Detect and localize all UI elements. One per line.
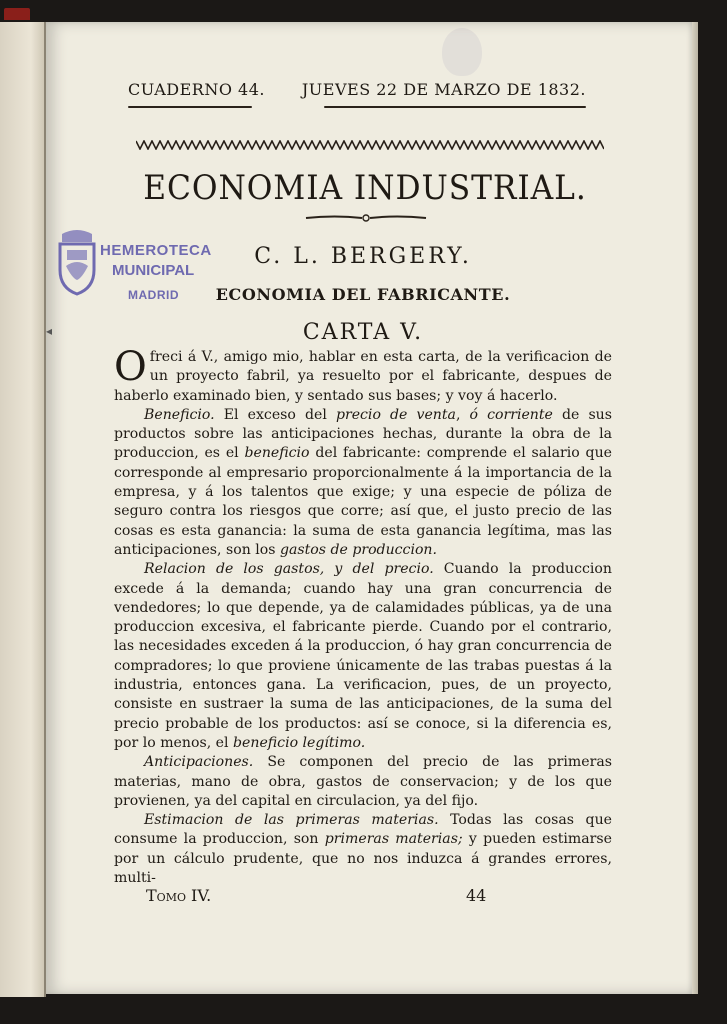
paragraph-lead: Relacion de los gastos, y del precio. (144, 561, 434, 578)
stamp-line-hemeroteca: HEMEROTECA (100, 242, 212, 259)
paragraph-relacion (114, 560, 612, 753)
page-edge (692, 22, 698, 994)
italic-run: gastos de produccion. (279, 541, 437, 558)
text-run: Todas las cosas que consume la produccion, son (114, 812, 612, 848)
crest-icon (54, 228, 100, 298)
text-run: y pueden estimarse por un cálculo prudente, que no nos induzca á grandes errores, multi- (114, 831, 612, 887)
page-header (124, 78, 590, 104)
page-number: 44 (466, 886, 487, 905)
issue-date: JUEVES 22 DE MARZO DE 1832. (301, 80, 586, 99)
italic-run: precio de venta (335, 406, 456, 423)
italic-run: beneficio (244, 445, 310, 462)
stamp-line-madrid: MADRID (128, 288, 179, 302)
paragraph-lead: Anticipaciones. (144, 754, 254, 771)
author-name: C. L. BERGERY. (254, 244, 472, 269)
text-run: del fabricante: comprende el salario que corresponde al empresario proporcionalmente á la importancia de la empresa, y á los talentos que exige; y una especie de póliza de seguro contra los riesgos que corre; así que, el justo precio de las cosas es esta ganancia: la suma de esta ganancia legítima, mas las anticipaciones, son los (114, 445, 612, 558)
text-run: de sus productos sobre las anticipaciones hechas, durante la obra de la produccion, es el (114, 406, 612, 462)
text-run: Se componen del precio de las primeras materias, mano de obra, gastos de conservacion; y de los que provienen, ya del capital en circulacion, ya del fijo. (114, 754, 612, 809)
paragraph-estimacion (114, 811, 612, 888)
text-run: , (455, 406, 470, 423)
header-rule-right (324, 106, 586, 108)
title-ornament (304, 213, 428, 223)
page-title: ECONOMIA INDUSTRIAL. (143, 168, 587, 208)
header-rule-left (128, 106, 252, 108)
italic-run: ó corriente (469, 406, 553, 423)
section-heading: ECONOMIA DEL FABRICANTE. (215, 285, 511, 304)
stamp-line-municipal: MUNICIPAL (112, 262, 195, 279)
page-footer (146, 886, 506, 908)
paragraph-beneficio (114, 406, 612, 560)
italic-run: beneficio legítimo. (233, 734, 366, 751)
paragraph-lead: Beneficio. (144, 406, 215, 423)
paragraph-lead: Estimacion de las primeras materias. (144, 812, 439, 829)
ornamental-rule (136, 140, 604, 150)
text-run: El exceso del (214, 406, 336, 423)
text-run: Cuando la produccion excede á la demanda; cuando hay una gran concurrencia de vendedores; lo que depende, ya de calamidades públicas, ya de una produccion excesiva, el fabricante pierde. Cuando por el contrario, las necesidades exceden á la produccion, ó hay gran concurrencia de compradores; lo que proviene únicamente de las trabas puestas á la industria, entonces gana. La verificacion, pues, de un proyecto, consiste en sustraer la suma de las anticipaciones, de la suma del precio probable de los productos: así se conoce, si la diferencia es, por lo menos, el (114, 561, 612, 751)
bleed-through-seal (442, 28, 482, 76)
letter-heading: CARTA V. (302, 320, 424, 345)
paragraph-intro (114, 344, 612, 406)
paragraph-text: freci á V., amigo mio, hablar en esta carta, de la verificacion de un proyecto fabril, ya resuelto por el fabricante, despues de haberlo examinado bien, y sentado sus bases; y voy á hacerlo. (114, 349, 612, 404)
left-page-edge (0, 22, 46, 997)
drop-cap: O (114, 344, 147, 390)
italic-run: primeras materias; (324, 831, 463, 848)
issue-number: CUADERNO 44. (128, 80, 265, 99)
article-body (114, 344, 612, 888)
volume-label: Tomo IV. (146, 886, 212, 905)
margin-mark: ◂ (46, 324, 53, 338)
bookmark-tab (4, 8, 30, 20)
paragraph-anticipaciones (114, 753, 612, 811)
